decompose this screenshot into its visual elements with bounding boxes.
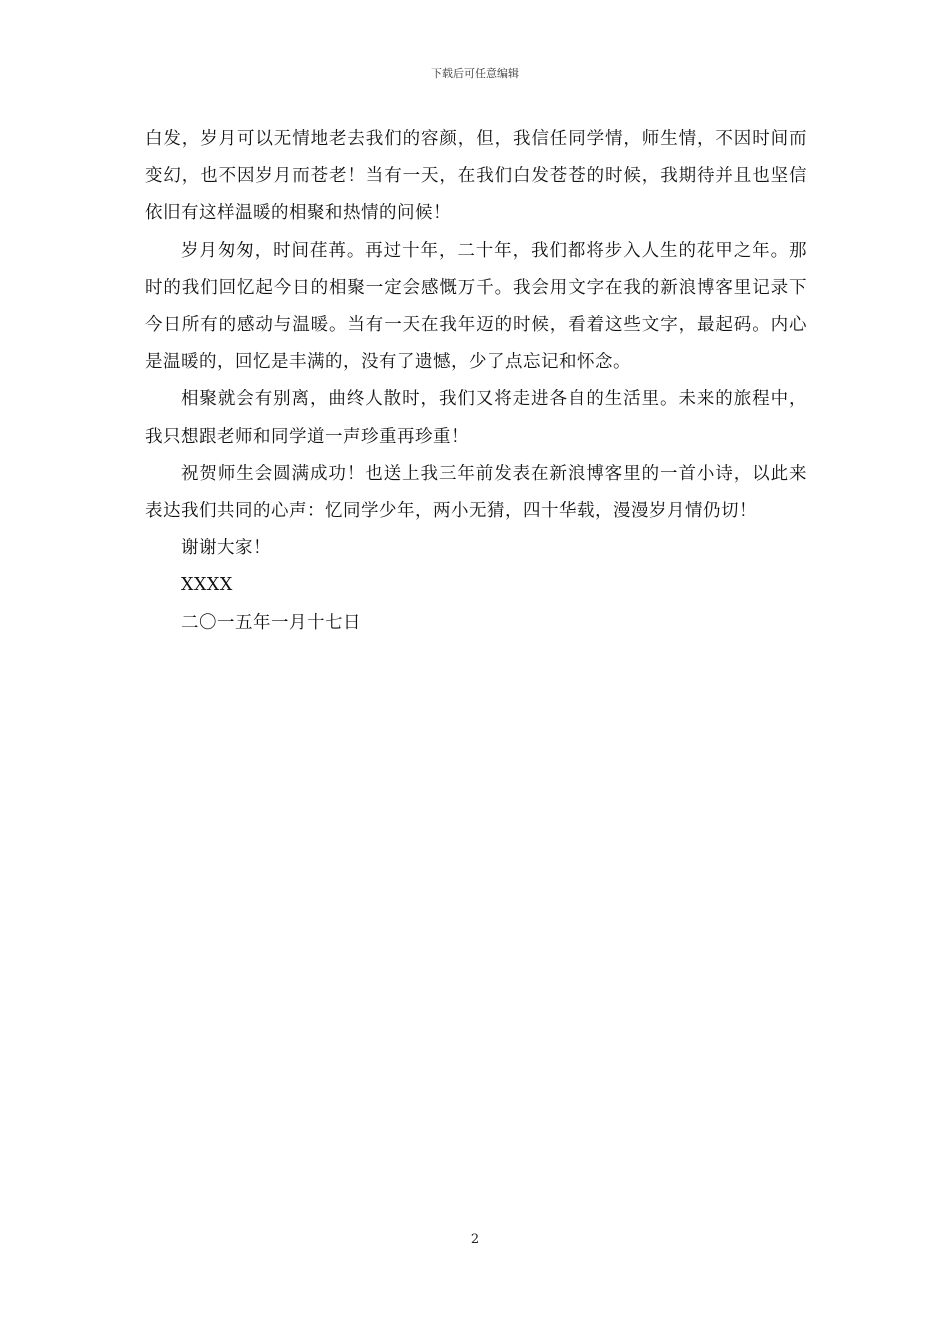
closing-signature: XXXX [181,575,233,596]
closing-thanks: 谢谢大家！ [181,538,271,559]
closing-date: 二〇一五年一月十七日 [181,612,361,633]
paragraph-farewell: 相聚就会有别离，曲终人散时，我们又将走进各自的生活里。未来的旅程中，我只想跟老师和同学道一声珍重再珍重！ [145,389,807,447]
paragraph-continued: 白发，岁月可以无情地老去我们的容颜，但，我信任同学情，师生情，不因时间而变幻，也不因岁月而苍老！当有一天，在我们白发苍苍的时候，我期待并且也坚信依旧有这样温暖的相聚和热情的问候！ [145,129,807,224]
page-header: 下载后可任意编辑 [431,67,519,80]
paragraph-congratulations: 祝贺师生会圆满成功！也送上我三年前发表在新浪博客里的一首小诗，以此来表达我们共同的心声：忆同学少年，两小无猜，四十华载，漫漫岁月情仍切！ [145,463,807,522]
document-body [145,121,807,642]
paragraph-years: 岁月匆匆，时间荏苒。再过十年，二十年，我们都将步入人生的花甲之年。那时的我们回忆起今日的相聚一定会感慨万千。我会用文字在我的新浪博客里记录下今日所有的感动与温暖。当有一天在我年迈的时候，看着这些文字，最起码。内心是温暖的，回忆是丰满的，没有了遗憾，少了点忘记和怀念。 [145,240,807,373]
page-number: 2 [470,1232,480,1247]
